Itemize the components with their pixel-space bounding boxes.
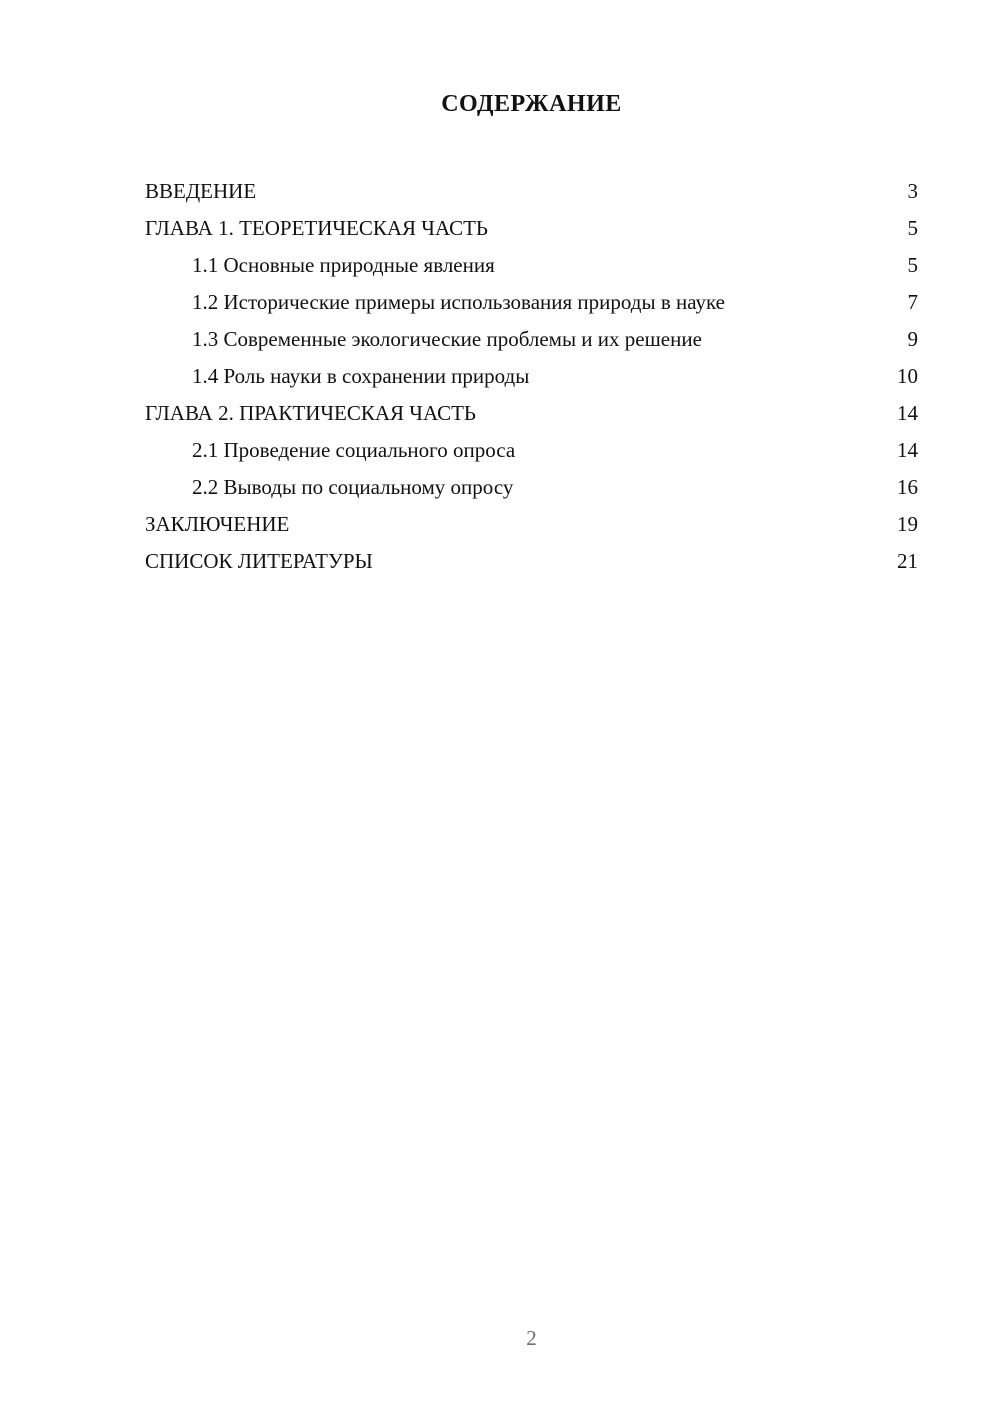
toc-entry-page-number: 9 xyxy=(907,327,918,351)
toc-row xyxy=(145,173,918,210)
toc-row xyxy=(145,395,918,432)
toc-row xyxy=(145,321,918,358)
toc-row xyxy=(145,284,918,321)
toc-entry-page-number: 21 xyxy=(897,549,918,573)
toc-row xyxy=(145,469,918,506)
toc-entry-label: ГЛАВА 2. ПРАКТИЧЕСКАЯ ЧАСТЬ xyxy=(145,401,476,425)
toc-entry-page-number: 5 xyxy=(907,253,918,277)
toc-row xyxy=(145,210,918,247)
table-of-contents xyxy=(0,173,1000,580)
toc-entry-label: 1.3 Современные экологические проблемы и их решение xyxy=(192,327,702,351)
toc-entry-label: СПИСОК ЛИТЕРАТУРЫ xyxy=(145,549,373,573)
toc-entry-label: ВВЕДЕНИЕ xyxy=(145,179,257,203)
toc-entry-label: 1.4 Роль науки в сохранении природы xyxy=(192,364,530,388)
toc-entry-label: 2.2 Выводы по социальному опросу xyxy=(192,475,514,499)
toc-entry-label: 1.1 Основные природные явления xyxy=(192,253,495,277)
toc-entry-label: ГЛАВА 1. ТЕОРЕТИЧЕСКАЯ ЧАСТЬ xyxy=(145,216,488,240)
toc-entry-page-number: 14 xyxy=(897,401,918,425)
toc-entry-page-number: 5 xyxy=(907,216,918,240)
toc-row xyxy=(145,358,918,395)
toc-entry-page-number: 19 xyxy=(897,512,918,536)
toc-row xyxy=(145,247,918,284)
toc-entry-page-number: 14 xyxy=(897,438,918,462)
toc-entry-page-number: 7 xyxy=(907,290,918,314)
toc-entry-page-number: 10 xyxy=(897,364,918,388)
page-title: СОДЕРЖАНИЕ xyxy=(441,91,622,117)
footer-page-number: 2 xyxy=(526,1326,537,1350)
toc-row xyxy=(145,432,918,469)
toc-entry-page-number: 16 xyxy=(897,475,918,499)
toc-row xyxy=(145,506,918,543)
toc-entry-label: 2.1 Проведение социального опроса xyxy=(192,438,516,462)
toc-row xyxy=(145,543,918,580)
toc-entry-label: ЗАКЛЮЧЕНИЕ xyxy=(145,512,290,536)
toc-entry-page-number: 3 xyxy=(907,179,918,203)
toc-entry-label: 1.2 Исторические примеры использования природы в науке xyxy=(192,290,725,314)
